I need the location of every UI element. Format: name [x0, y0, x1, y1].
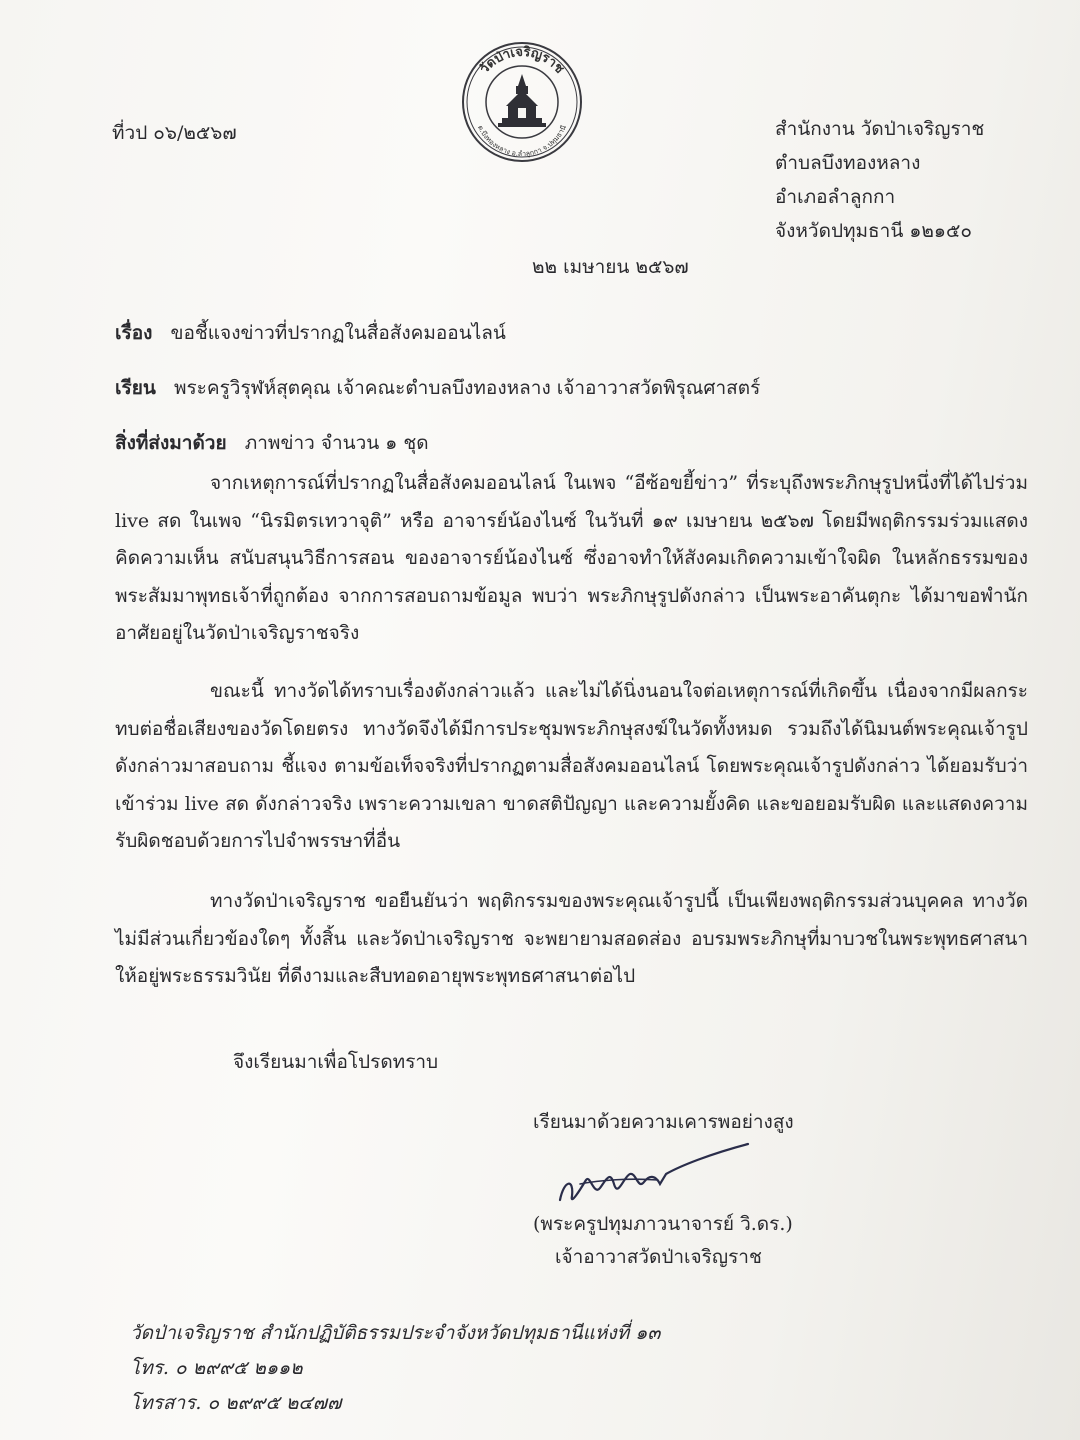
enclosure-text: ภาพข่าว จำนวน ๑ ชุด — [244, 432, 429, 454]
enclosure-line — [115, 428, 429, 458]
footer-fax: โทรสาร. ๐ ๒๙๙๕ ๒๔๗๗ — [130, 1392, 342, 1414]
closing-text: จึงเรียนมาเพื่อโปรดทราบ — [233, 1051, 439, 1073]
office-line: อำเภอลำลูกกา — [775, 186, 896, 208]
recipient-text: พระครูวิรุฬห์สุตคุณ เจ้าคณะตำบลบึงทองหลาง เจ้าอาวาสวัดพิรุณศาสตร์ — [173, 377, 761, 399]
handwritten-signature-icon — [540, 1140, 760, 1220]
recipient-line — [115, 373, 760, 403]
office-line: จังหวัดปทุมธานี ๑๒๑๕๐ — [775, 220, 972, 242]
regards-text: เรียนมาด้วยความเคารพอย่างสูง — [533, 1111, 794, 1133]
body-paragraph: ขณะนี้ ทางวัดได้ทราบเรื่องดังกล่าวแล้ว และไม่ได้นิ่งนอนใจต่อเหตุการณ์ที่เกิดขึ้น เนื่องจากมีผลกระทบต่อชื่อเสียงของวัดโดยตรง ทางวัดจึงได้มีการประชุมพระภิกษุสงฆ์ในวัดทั้งหมด รวมถึงได้นิมนต์พระคุณเจ้ารูปดังกล่าวมาสอบถาม ชี้แจง ตามข้อเท็จจริงที่ปรากฏตามสื่อสังคมออนไลน์ โดยพระคุณเจ้ารูปดังกล่าว ได้ยอมรับว่า เข้าร่วม live สด ดังกล่าวจริง เพราะความเขลา ขาดสติปัญญา และความยั้งคิด และขอยอมรับผิด และแสดงความรับผิดชอบด้วยการไปจำพรรษาที่อื่น — [115, 680, 1028, 852]
letter-date: ๒๒ เมษายน ๒๕๖๗ — [532, 256, 689, 278]
reference-number: ที่วป ๐๖/๒๕๖๗ — [112, 122, 237, 144]
office-line: สำนักงาน วัดป่าเจริญราช — [775, 118, 985, 140]
subject-line — [115, 318, 506, 348]
subject-label: เรื่อง — [115, 322, 153, 344]
signer-title: เจ้าอาวาสวัดป่าเจริญราช — [555, 1246, 762, 1268]
signer-name: (พระครูปทุมภาวนาจารย์ วิ.ดร.) — [533, 1213, 793, 1235]
svg-text:วัดป่าเจริญราช — [477, 45, 567, 77]
recipient-label: เรียน — [115, 377, 156, 399]
footer-org: วัดป่าเจริญราช สำนักปฏิบัติธรรมประจำจังหวัดปทุมธานีแห่งที่ ๑๓ — [130, 1322, 661, 1344]
temple-seal-icon — [460, 40, 584, 164]
office-address — [775, 112, 984, 248]
seal-top-text: วัดป่าเจริญราช — [477, 44, 567, 77]
subject-text: ขอชี้แจงข่าวที่ปรากฏในสื่อสังคมออนไลน์ — [170, 322, 506, 344]
svg-text:ต.บึงทองหลาง อ.ลำลูกกา จ.ปทุมธ — [476, 124, 568, 158]
seal-bottom-text: ต.บึงทองหลาง อ.ลำลูกกา จ.ปทุมธานี — [475, 124, 569, 159]
enclosure-label: สิ่งที่ส่งมาด้วย — [115, 432, 227, 454]
office-line: ตำบลบึงทองหลาง — [775, 152, 921, 174]
body-paragraph: ทางวัดป่าเจริญราช ขอยืนยันว่า พฤติกรรมของพระคุณเจ้ารูปนี้ เป็นเพียงพฤติกรรมส่วนบุคคล ทางวัดไม่มีส่วนเกี่ยวข้องใดๆ ทั้งสิ้น และวัดป่าเจริญราช จะพยายามสอดส่อง อบรมพระภิกษุที่มาบวชในพระพุทธศาสนาให้อยู่พระธรรมวินัย ที่ดีงามและสืบทอดอายุพระพุทธศาสนาต่อไป — [115, 890, 1028, 987]
footer-phone: โทร. ๐ ๒๙๙๕ ๒๑๑๒ — [130, 1357, 303, 1379]
letter-footer — [130, 1316, 660, 1421]
body-paragraph: จากเหตุการณ์ที่ปรากฏในสื่อสังคมออนไลน์ ในเพจ “อีซ้อขยี้ข่าว” ที่ระบุถึงพระภิกษุรูปหนึ่งที่ได้ไปร่วม live สด ในเพจ “นิรมิตรเทวาจุติ” หรือ อาจารย์น้องไนซ์ ในวันที่ ๑๙ เมษายน ๒๕๖๗ โดยมีพฤติกรรมร่วมแสดงคิดความเห็น สนับสนุนวิธีการสอน ของอาจารย์น้องไนซ์ ซึ่งอาจทำให้สังคมเกิดความเข้าใจผิด ในหลักธรรมของพระสัมมาพุทธเจ้าที่ถูกต้อง จากการสอบถามข้อมูล พบว่า พระภิกษุรูปดังกล่าว เป็นพระอาคันตุกะ ได้มาขอพำนักอาศัยอยู่ในวัดป่าเจริญราชจริง — [115, 472, 1028, 644]
